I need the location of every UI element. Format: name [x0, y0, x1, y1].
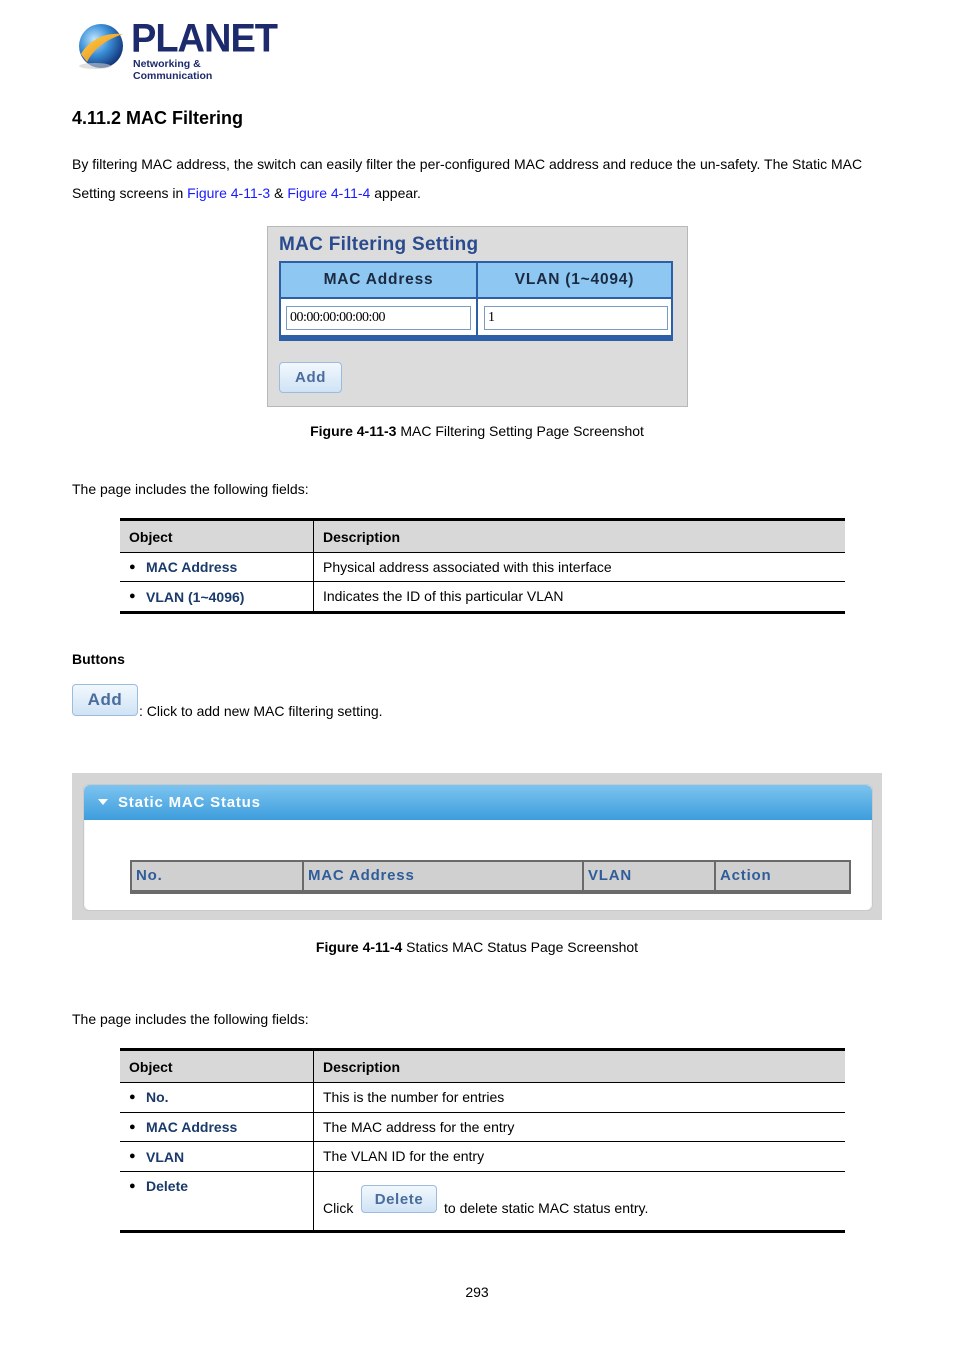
static-mac-status-table [130, 860, 851, 894]
object-name: VLAN [146, 1149, 185, 1165]
column-header-mac-address: MAC Address [304, 862, 584, 890]
static-mac-status-screenshot [72, 773, 882, 920]
buttons-heading: Buttons [72, 651, 125, 667]
bullet-icon: ● [129, 1180, 136, 1192]
add-button-description: : Click to add new MAC filtering setting. [139, 703, 383, 719]
add-button-sample[interactable]: Add [72, 684, 138, 716]
caption-figure-number: Figure 4-11-4 [315, 939, 403, 955]
figure-4-11-3-caption [0, 423, 954, 439]
figure-4-11-3-link[interactable]: Figure 4-11-3 [187, 185, 271, 201]
add-button[interactable]: Add [279, 362, 342, 393]
fields-intro-2: The page includes the following fields: [72, 1011, 309, 1027]
column-header-action: Action [720, 867, 772, 884]
bullet-icon: ● [129, 1150, 136, 1162]
bullet-icon: ● [129, 1121, 136, 1133]
intro-paragraph [72, 150, 892, 208]
table1-header-row [120, 521, 845, 553]
table-row [120, 1083, 845, 1113]
intro-text-1: By filtering MAC address, the switch can easily filter the per-configured MAC address and reduce the un-safety. The Static MAC Setting screens in [72, 156, 863, 201]
static-mac-status-title: Static MAC Status [118, 794, 261, 811]
mac-filtering-setting-title: MAC Filtering Setting [279, 234, 479, 255]
table2-header-row [120, 1051, 845, 1083]
object-header: Object [129, 529, 173, 545]
panel-title-bar [84, 785, 872, 820]
object-description: Indicates the ID of this particular VLAN [323, 588, 564, 604]
mac-address-input[interactable]: 00:00:00:00:00:00 [286, 306, 471, 330]
description-header: Description [323, 1059, 401, 1075]
globe-icon [75, 20, 127, 72]
mac-filtering-setting-screenshot [267, 226, 688, 407]
bullet-icon: ● [129, 590, 136, 602]
bullet-icon: ● [129, 1091, 136, 1103]
table-row [120, 582, 845, 611]
vlan-column-header: VLAN (1~4094) [478, 263, 671, 299]
object-name: MAC Address [146, 1119, 238, 1135]
vlan-input[interactable]: 1 [484, 306, 668, 330]
intro-text-2: appear. [370, 185, 421, 201]
table-row [120, 1172, 845, 1230]
object-description: The VLAN ID for the entry [323, 1148, 485, 1164]
table1-bottom-rule [120, 611, 845, 614]
mac-address-column-header: MAC Address [281, 263, 476, 299]
fields-intro-1: The page includes the following fields: [72, 481, 309, 497]
table2-bottom-rule [120, 1230, 845, 1233]
column-header-vlan: VLAN [584, 862, 716, 890]
object-name: No. [146, 1089, 169, 1105]
object-description: The MAC address for the entry [323, 1119, 515, 1135]
delete-button[interactable]: Delete [361, 1185, 437, 1213]
object-description: This is the number for entries [323, 1089, 505, 1105]
object-name: MAC Address [146, 559, 238, 575]
table-row [120, 553, 845, 582]
brand-tagline: Networking & Communication [133, 58, 213, 82]
table-row [120, 1113, 845, 1142]
object-header: Object [129, 1059, 173, 1075]
description-header: Description [323, 529, 401, 545]
object-name: VLAN (1~4096) [146, 589, 245, 605]
collapse-caret-icon[interactable] [98, 799, 108, 805]
figure-4-11-4-caption [0, 939, 954, 955]
bullet-icon: ● [129, 561, 136, 573]
object-name: Delete [146, 1178, 189, 1194]
brand-wordmark: PLANET [131, 16, 277, 62]
caption-figure-number: Figure 4-11-3 [310, 423, 397, 439]
planet-logo [75, 16, 277, 82]
object-description: Physical address associated with this interface [323, 559, 612, 575]
delete-description-pre: Click [323, 1200, 354, 1216]
intro-amp: & [270, 185, 288, 201]
caption-text: Statics MAC Status Page Screenshot [402, 939, 639, 955]
section-title: 4.11.2 MAC Filtering [72, 108, 244, 128]
column-divider [476, 263, 478, 335]
delete-description-post: to delete static MAC status entry. [444, 1200, 649, 1216]
column-header-no: No. [132, 862, 304, 890]
mac-filtering-form-table [279, 261, 673, 341]
figure-4-11-4-link[interactable]: Figure 4-11-4 [287, 185, 371, 201]
table-row [120, 1142, 845, 1172]
caption-text: MAC Filtering Setting Page Screenshot [396, 423, 644, 439]
page-number: 293 [465, 1284, 489, 1300]
static-mac-status-panel [83, 784, 873, 911]
